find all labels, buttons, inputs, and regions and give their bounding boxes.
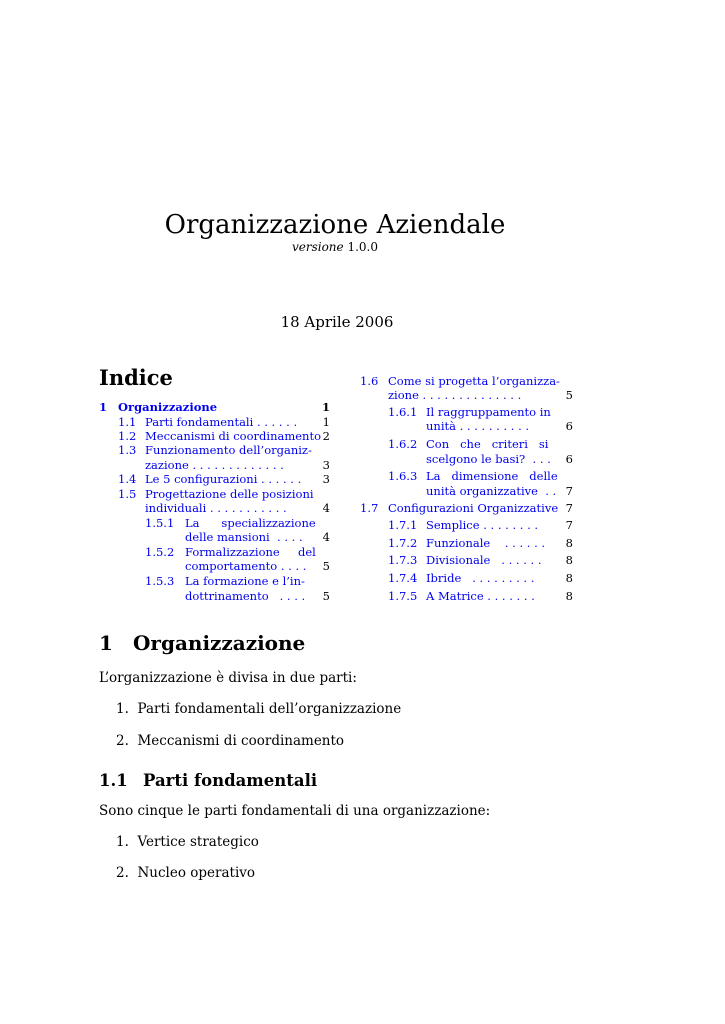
toc-entry-link[interactable]: Semplice . . . . . . . . bbox=[426, 518, 539, 532]
toc-entry-link[interactable]: Configurazioni Organizzative bbox=[388, 501, 559, 515]
document-title: Organizzazione Aziendale bbox=[164, 210, 506, 240]
version-label: versione bbox=[291, 240, 344, 254]
toc-entry-num[interactable]: 1.5 bbox=[118, 487, 137, 501]
toc-entry-num[interactable]: 1.6.1 bbox=[388, 405, 418, 419]
toc-entry-link[interactable]: Divisionale . . . . . . bbox=[426, 553, 542, 567]
toc-entry-page: 1 bbox=[321, 400, 330, 414]
toc-entry-link-cont[interactable]: delle mansioni . . . . bbox=[185, 530, 303, 544]
toc-entry-page: 7 bbox=[565, 501, 573, 515]
toc-entry-num[interactable]: 1.7.2 bbox=[388, 536, 418, 550]
toc-entry-link-cont[interactable]: dottrinamento . . . . bbox=[185, 589, 306, 603]
toc-entry-link[interactable]: Ibride . . . . . . . . . bbox=[426, 571, 535, 585]
toc-entry-link[interactable]: Le 5 configurazioni . . . . . . bbox=[145, 472, 302, 486]
section-title: Organizzazione bbox=[133, 631, 306, 655]
version-line bbox=[0, 239, 670, 255]
subsection-intro: Sono cinque le parti fondamentali di una organizzazione: bbox=[99, 803, 491, 819]
toc-entry-link[interactable]: La formazione e l’in- bbox=[185, 574, 305, 588]
toc-entry-page: 8 bbox=[565, 571, 573, 585]
toc-entry-link-cont[interactable]: zazione . . . . . . . . . . . . . bbox=[145, 458, 284, 472]
toc-entry-link[interactable]: Funzionamento dell’organiz- bbox=[145, 443, 312, 457]
toc-entry-num[interactable]: 1.1 bbox=[118, 415, 137, 429]
toc-entry-link-cont[interactable]: comportamento . . . . bbox=[185, 559, 307, 573]
toc-entry-num[interactable]: 1.5.3 bbox=[145, 574, 175, 588]
toc-entry-link-cont[interactable]: unità organizzative . . bbox=[426, 484, 557, 498]
toc-entry-num[interactable]: 1.6.3 bbox=[388, 469, 418, 483]
toc-entry-link[interactable]: Formalizzazione del bbox=[185, 545, 316, 559]
toc-entry-num[interactable]: 1 bbox=[99, 400, 108, 414]
toc-entry-link[interactable]: A Matrice . . . . . . . bbox=[426, 589, 535, 603]
toc-entry-page: 6 bbox=[565, 419, 573, 433]
list-item: 1. Parti fondamentali dell’organizzazione bbox=[116, 701, 402, 717]
toc-entry-link[interactable]: Organizzazione bbox=[118, 400, 218, 414]
toc-entry-link[interactable]: Come si progetta l’organizza- bbox=[388, 374, 560, 388]
toc-entry-num[interactable]: 1.2 bbox=[118, 429, 137, 443]
toc-entry-link[interactable]: Progettazione delle posizioni bbox=[145, 487, 314, 501]
toc-entry-page: 5 bbox=[565, 388, 573, 402]
section-number: 1 bbox=[99, 631, 113, 655]
toc-entry-link-cont[interactable]: zione . . . . . . . . . . . . . . bbox=[388, 388, 522, 402]
toc-entry-num[interactable]: 1.5.1 bbox=[145, 516, 175, 530]
toc-entry-link-cont[interactable]: unità . . . . . . . . . . bbox=[426, 419, 530, 433]
toc-entry-num[interactable]: 1.4 bbox=[118, 472, 137, 486]
section-intro: L’organizzazione è divisa in due parti: bbox=[99, 670, 357, 686]
subsection-title: Parti fondamentali bbox=[143, 771, 318, 790]
toc-entry-num[interactable]: 1.5.2 bbox=[145, 545, 175, 559]
toc-entry-page: 3 bbox=[322, 472, 330, 486]
toc-entry-page: 4 bbox=[322, 501, 330, 515]
list-item: 2. Nucleo operativo bbox=[116, 865, 256, 881]
toc-entry-page: 7 bbox=[565, 484, 573, 498]
version-number: 1.0.0 bbox=[347, 240, 379, 254]
toc-entry-num[interactable]: 1.7.4 bbox=[388, 571, 418, 585]
toc-entry-link[interactable]: Il raggruppamento in bbox=[426, 405, 551, 419]
toc-entry-page: 5 bbox=[322, 589, 330, 603]
list-item: 2. Meccanismi di coordinamento bbox=[116, 733, 345, 749]
toc-entry-page: 6 bbox=[565, 452, 573, 466]
toc-entry-page: 4 bbox=[322, 530, 330, 544]
toc-entry-link-cont[interactable]: scelgono le basi? . . . bbox=[426, 452, 551, 466]
toc-entry-link[interactable]: Meccanismi di coordinamento bbox=[145, 429, 321, 443]
toc-entry-link[interactable]: Funzionale . . . . . . bbox=[426, 536, 546, 550]
toc-entry-page: 7 bbox=[565, 518, 573, 532]
list-item: 1. Vertice strategico bbox=[116, 834, 259, 850]
document-date: 18 Aprile 2006 bbox=[280, 313, 394, 331]
toc-entry-link[interactable]: La dimensione delle bbox=[426, 469, 558, 483]
toc-entry-link[interactable]: Parti fondamentali . . . . . . bbox=[145, 415, 298, 429]
toc-entry-page: 1 bbox=[322, 415, 330, 429]
toc-entry-link[interactable]: La specializzazione bbox=[185, 516, 316, 530]
toc-entry-link[interactable]: Con che criteri si bbox=[426, 437, 549, 451]
toc-entry-num[interactable]: 1.6.2 bbox=[388, 437, 418, 451]
toc-entry-page: 8 bbox=[565, 536, 573, 550]
toc-entry-num[interactable]: 1.7.5 bbox=[388, 589, 418, 603]
toc-entry-link-cont[interactable]: individuali . . . . . . . . . . . bbox=[145, 501, 287, 515]
toc-entry-page: 8 bbox=[565, 589, 573, 603]
toc-entry-page: 5 bbox=[322, 559, 330, 573]
toc-entry-num[interactable]: 1.3 bbox=[118, 443, 137, 457]
toc-entry-page: 8 bbox=[565, 553, 573, 567]
toc-entry-num[interactable]: 1.7.3 bbox=[388, 553, 418, 567]
toc-entry-page: 3 bbox=[322, 458, 330, 472]
toc-heading: Indice bbox=[99, 365, 173, 390]
toc-entry-num[interactable]: 1.7 bbox=[360, 501, 379, 515]
subsection-number: 1.1 bbox=[99, 771, 128, 790]
toc-entry-page: 2 bbox=[322, 429, 330, 443]
toc-entry-num[interactable]: 1.7.1 bbox=[388, 518, 418, 532]
toc-entry-num[interactable]: 1.6 bbox=[360, 374, 379, 388]
